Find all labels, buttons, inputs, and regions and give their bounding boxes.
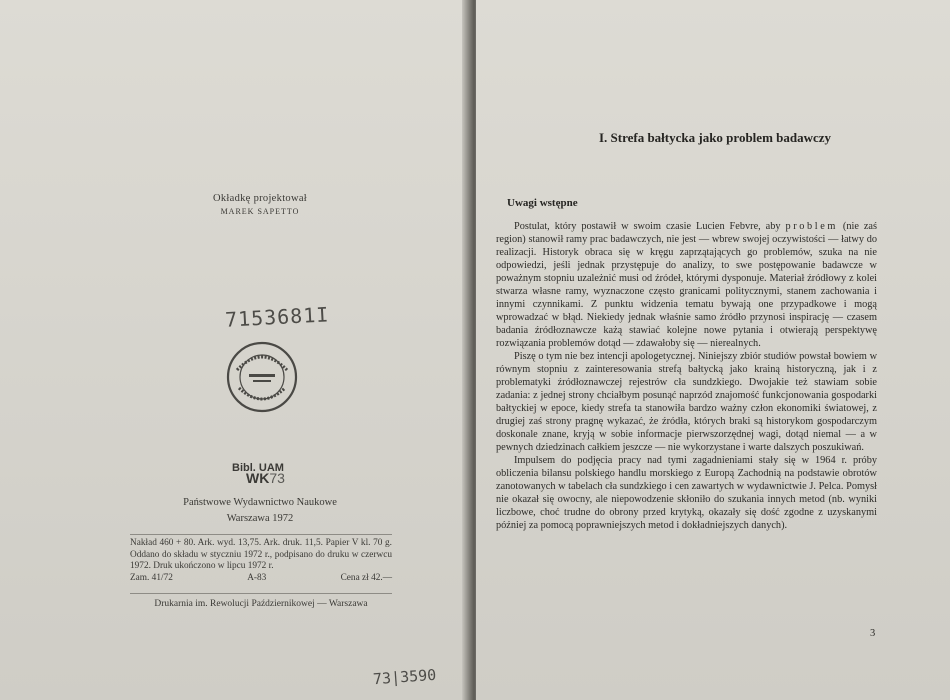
cover-designer-name: MAREK SAPETTO xyxy=(220,207,300,216)
publisher-block xyxy=(130,497,390,524)
library-stamp-seal xyxy=(225,340,299,414)
paragraph-2: Piszę o tym nie bez intencji apologetycznej. Niniejszy zbiór studiów powstał bowiem w równym stopniu z zainteresowania strefą bałtycką jako krainą historyczną, jak i z problematyki źródłoznawczej rejestrów cła sundzkiego. Dwojakie też stawiam sobie zadania: z jednej strony chciałbym posunąć naprzód znajomość funkcjonowania gospodarki bałtyckiej w epoce, kiedy strefa ta stanowiła bardzo ważny człon ekonomiki światowej, z drugiej zaś strony pragnę wykazać, że źródła, których braki są historykom gospodarczym doskonale znane, kryją w sobie informacje pierwszorzędnej wagi, dotąd niemal — a w pewnych dziedzinach całkiem jeszcze — nie wykorzystane i warte dalszych poszukiwań. xyxy=(496,351,877,453)
colophon-top-rule xyxy=(130,534,392,535)
library-stamp-label: Bibl. UAM xyxy=(232,462,284,474)
cover-credit xyxy=(150,193,370,216)
handwritten-shelf-mark xyxy=(246,470,285,486)
chapter-title: I. Strefa bałtycka jako problem badawczy xyxy=(598,130,832,145)
paragraph-1 xyxy=(496,220,877,350)
paragraph-1-emphasis: problem xyxy=(785,221,838,232)
shelf-mark-letters: WK xyxy=(246,470,270,486)
handwritten-catalog-number: 73|3590 xyxy=(372,665,437,689)
publisher-name: Państwowe Wydawnictwo Naukowe xyxy=(183,497,337,508)
printer-line: Drukarnia im. Rewolucji Październikowej — Warszawa xyxy=(154,599,368,609)
price: Cena zł 42.— xyxy=(340,572,392,583)
paragraph-1-rest: (nie zaś region) stanowił ramy prac badawczych, nie jest — wbrew swojej oczywistości — łatwy do realizacji. Historyk obraca się w kręgu zaprzątających go problemów, szuka na nie odpowiedzi, jeśli jednak przystępuje do analizy, to swe postępowanie badawcze w poważnym stopniu uzależnić musi od źródeł, którymi dysponuje. Materiał źródłowy z kolei stwarza własne ramy, wyznaczone często granicami politycznymi, stanem zachowania i innymi czynnikami. Z punktu widzenia tematu bywają one przypadkowe i mogą wprowadzać w błąd. Niekiedy jednak właśnie samo źródło przynosi inspirację — czasem badania źródłoznawcze każą stawiać kolejne nowe pytania i otwierają perspektywę rozwiązania problemów dotąd — zdawałoby się — nierealnych. xyxy=(496,221,877,349)
series-code: A-83 xyxy=(247,572,267,583)
colophon-text: Nakład 460 + 80. Ark. wyd. 13,75. Ark. druk. 11,5. Papier V kl. 70 g. Oddano do składu w styczniu 1972 r., podpisano do druku w czerwcu 1972. Druk ukończono w lipcu 1972 r. xyxy=(130,538,392,571)
section-title: Uwagi wstępne xyxy=(507,197,578,209)
paragraph-1-start: Postulat, który postawił w swoim czasie Lucien Febvre, aby xyxy=(514,221,786,232)
colophon-bottom-rule xyxy=(130,593,392,594)
body-text xyxy=(496,220,877,532)
page-number: 3 xyxy=(870,628,876,639)
colophon xyxy=(130,538,392,584)
shelf-mark-number: 73 xyxy=(269,470,285,486)
cover-credit-line: Okładkę projektował xyxy=(212,193,308,204)
colophon-order-row xyxy=(130,573,392,585)
handwritten-inventory-number: 7153681I xyxy=(224,302,330,332)
publisher-city-year: Warszawa 1972 xyxy=(226,513,294,524)
order-number: Zam. 41/72 xyxy=(130,572,173,583)
paragraph-3: Impulsem do podjęcia pracy nad tymi zagadnieniami stały się w 1964 r. próby obliczenia bilansu polskiego handlu morskiego z Europą Zachodnią na podstawie obrotów zanotowanych w tabelach cła sundzkiego i cen zawartych w wydawnictwie J. Pelca. Pomysł nie okazał się owocny, ale niepowodzenie skłoniło do szukania innych metod (nb. wyniki liczbowe, choć trudne do obrony przed krytyką, okazały się dość zgodne z uzyskanymi później za pomocą poprawniejszych metod i dokładniejszych danych). xyxy=(496,455,877,531)
